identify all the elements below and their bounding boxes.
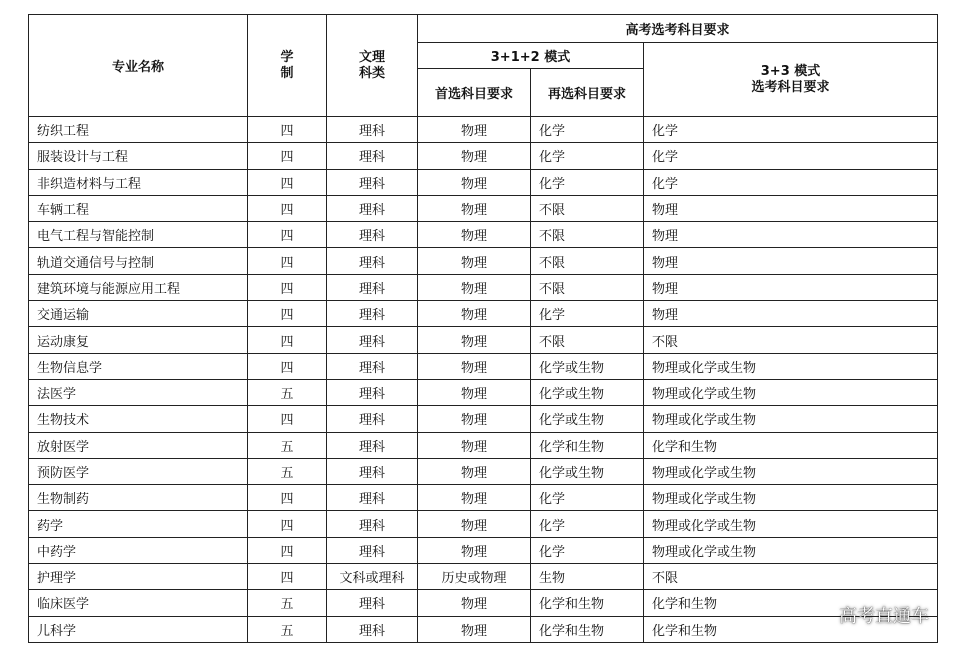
cell-mode-33: 物理 xyxy=(644,195,938,221)
cell-years: 四 xyxy=(248,222,327,248)
cell-second-choice: 化学 xyxy=(531,537,644,563)
table-row xyxy=(29,301,938,327)
cell-subject-type: 理科 xyxy=(327,485,418,511)
cell-mode-33: 物理或化学或生物 xyxy=(644,537,938,563)
cell-years: 四 xyxy=(248,537,327,563)
cell-first-choice: 物理 xyxy=(418,301,531,327)
cell-years: 五 xyxy=(248,590,327,616)
cell-second-choice: 化学和生物 xyxy=(531,432,644,458)
cell-major: 预防医学 xyxy=(29,458,248,484)
cell-mode-33: 不限 xyxy=(644,564,938,590)
cell-second-choice: 不限 xyxy=(531,195,644,221)
cell-major: 运动康复 xyxy=(29,327,248,353)
table-row xyxy=(29,511,938,537)
cell-subject-type: 理科 xyxy=(327,590,418,616)
header-type-line2: 科类 xyxy=(358,65,385,81)
cell-years: 四 xyxy=(248,248,327,274)
cell-mode-33: 物理 xyxy=(644,222,938,248)
cell-first-choice: 物理 xyxy=(418,458,531,484)
cell-years: 四 xyxy=(248,143,327,169)
table-row xyxy=(29,169,938,195)
cell-first-choice: 物理 xyxy=(418,222,531,248)
header-mode-312: 3+1+2 模式 xyxy=(418,43,644,69)
header-mode-33-line2: 选考科目要求 xyxy=(751,79,830,95)
cell-first-choice: 物理 xyxy=(418,485,531,511)
cell-major: 儿科学 xyxy=(29,616,248,642)
cell-second-choice: 化学 xyxy=(531,485,644,511)
cell-years: 四 xyxy=(248,406,327,432)
table-row xyxy=(29,353,938,379)
cell-years: 四 xyxy=(248,169,327,195)
table-row xyxy=(29,195,938,221)
cell-subject-type: 理科 xyxy=(327,169,418,195)
cell-mode-33: 物理或化学或生物 xyxy=(644,379,938,405)
subject-requirements-table xyxy=(28,14,938,643)
cell-second-choice: 化学 xyxy=(531,511,644,537)
cell-years: 五 xyxy=(248,432,327,458)
cell-subject-type: 理科 xyxy=(327,143,418,169)
cell-years: 四 xyxy=(248,301,327,327)
cell-years: 四 xyxy=(248,274,327,300)
cell-first-choice: 物理 xyxy=(418,327,531,353)
cell-subject-type: 理科 xyxy=(327,406,418,432)
header-subject-type xyxy=(327,15,418,117)
cell-first-choice: 物理 xyxy=(418,511,531,537)
cell-second-choice: 化学和生物 xyxy=(531,616,644,642)
cell-second-choice: 化学或生物 xyxy=(531,458,644,484)
cell-major: 护理学 xyxy=(29,564,248,590)
header-years-char1: 学 xyxy=(280,49,294,65)
cell-second-choice: 化学或生物 xyxy=(531,379,644,405)
cell-mode-33: 物理或化学或生物 xyxy=(644,458,938,484)
table-row xyxy=(29,564,938,590)
cell-first-choice: 物理 xyxy=(418,353,531,379)
cell-mode-33: 化学 xyxy=(644,117,938,143)
cell-major: 纺织工程 xyxy=(29,117,248,143)
cell-subject-type: 理科 xyxy=(327,353,418,379)
cell-major: 生物制药 xyxy=(29,485,248,511)
cell-first-choice: 物理 xyxy=(418,195,531,221)
table-row xyxy=(29,379,938,405)
table-row xyxy=(29,117,938,143)
cell-first-choice: 物理 xyxy=(418,117,531,143)
cell-major: 非织造材料与工程 xyxy=(29,169,248,195)
header-second-choice: 再选科目要求 xyxy=(531,69,644,117)
cell-mode-33: 化学 xyxy=(644,143,938,169)
cell-second-choice: 化学或生物 xyxy=(531,353,644,379)
cell-subject-type: 理科 xyxy=(327,327,418,353)
table-row xyxy=(29,406,938,432)
cell-mode-33: 化学和生物 xyxy=(644,590,938,616)
header-mode-33-line1: 3+3 模式 xyxy=(760,63,821,79)
cell-second-choice: 化学 xyxy=(531,143,644,169)
cell-second-choice: 不限 xyxy=(531,222,644,248)
cell-years: 四 xyxy=(248,327,327,353)
cell-years: 四 xyxy=(248,353,327,379)
cell-major: 电气工程与智能控制 xyxy=(29,222,248,248)
header-major-name: 专业名称 xyxy=(29,15,248,117)
cell-subject-type: 理科 xyxy=(327,301,418,327)
cell-subject-type: 理科 xyxy=(327,379,418,405)
cell-major: 交通运输 xyxy=(29,301,248,327)
cell-subject-type: 理科 xyxy=(327,248,418,274)
cell-subject-type: 理科 xyxy=(327,195,418,221)
cell-years: 五 xyxy=(248,616,327,642)
cell-second-choice: 生物 xyxy=(531,564,644,590)
cell-first-choice: 物理 xyxy=(418,274,531,300)
cell-years: 四 xyxy=(248,485,327,511)
cell-major: 车辆工程 xyxy=(29,195,248,221)
cell-subject-type: 理科 xyxy=(327,117,418,143)
cell-mode-33: 不限 xyxy=(644,327,938,353)
cell-subject-type: 理科 xyxy=(327,274,418,300)
cell-years: 四 xyxy=(248,195,327,221)
cell-first-choice: 物理 xyxy=(418,537,531,563)
cell-second-choice: 不限 xyxy=(531,327,644,353)
cell-subject-type: 理科 xyxy=(327,537,418,563)
cell-mode-33: 化学和生物 xyxy=(644,432,938,458)
cell-major: 生物技术 xyxy=(29,406,248,432)
cell-first-choice: 物理 xyxy=(418,590,531,616)
cell-second-choice: 化学 xyxy=(531,169,644,195)
cell-first-choice: 物理 xyxy=(418,379,531,405)
table-row xyxy=(29,485,938,511)
cell-years: 五 xyxy=(248,379,327,405)
cell-first-choice: 物理 xyxy=(418,143,531,169)
cell-subject-type: 文科或理科 xyxy=(327,564,418,590)
cell-subject-type: 理科 xyxy=(327,458,418,484)
cell-major: 放射医学 xyxy=(29,432,248,458)
cell-subject-type: 理科 xyxy=(327,222,418,248)
cell-first-choice: 物理 xyxy=(418,432,531,458)
table-row xyxy=(29,590,938,616)
table-row xyxy=(29,248,938,274)
cell-major: 中药学 xyxy=(29,537,248,563)
header-first-choice: 首选科目要求 xyxy=(418,69,531,117)
cell-second-choice: 化学和生物 xyxy=(531,590,644,616)
table-body xyxy=(29,117,938,643)
header-type-line1: 文理 xyxy=(358,49,385,65)
cell-major: 药学 xyxy=(29,511,248,537)
cell-mode-33: 化学 xyxy=(644,169,938,195)
cell-mode-33: 物理或化学或生物 xyxy=(644,406,938,432)
cell-mode-33: 物理 xyxy=(644,248,938,274)
cell-second-choice: 化学 xyxy=(531,301,644,327)
cell-major: 临床医学 xyxy=(29,590,248,616)
table-row xyxy=(29,616,938,642)
cell-first-choice: 物理 xyxy=(418,248,531,274)
cell-subject-type: 理科 xyxy=(327,432,418,458)
cell-mode-33: 物理或化学或生物 xyxy=(644,353,938,379)
cell-mode-33: 物理或化学或生物 xyxy=(644,511,938,537)
cell-major: 建筑环境与能源应用工程 xyxy=(29,274,248,300)
cell-years: 四 xyxy=(248,511,327,537)
header-years-char2: 制 xyxy=(280,65,294,81)
watermark: 高考直通车 xyxy=(839,606,929,627)
table-row xyxy=(29,222,938,248)
cell-years: 四 xyxy=(248,564,327,590)
cell-subject-type: 理科 xyxy=(327,511,418,537)
header-exam-requirements: 高考选考科目要求 xyxy=(418,15,938,43)
cell-years: 五 xyxy=(248,458,327,484)
cell-second-choice: 不限 xyxy=(531,248,644,274)
cell-first-choice: 物理 xyxy=(418,169,531,195)
table-row xyxy=(29,432,938,458)
table-row xyxy=(29,537,938,563)
cell-major: 生物信息学 xyxy=(29,353,248,379)
header-mode-33 xyxy=(644,43,938,117)
cell-years: 四 xyxy=(248,117,327,143)
cell-major: 法医学 xyxy=(29,379,248,405)
table-row xyxy=(29,143,938,169)
cell-mode-33: 物理或化学或生物 xyxy=(644,485,938,511)
cell-mode-33: 物理 xyxy=(644,274,938,300)
cell-major: 服装设计与工程 xyxy=(29,143,248,169)
cell-first-choice: 物理 xyxy=(418,616,531,642)
cell-second-choice: 化学或生物 xyxy=(531,406,644,432)
header-years xyxy=(248,15,327,117)
cell-first-choice: 历史或物理 xyxy=(418,564,531,590)
cell-subject-type: 理科 xyxy=(327,616,418,642)
table-row xyxy=(29,327,938,353)
cell-second-choice: 不限 xyxy=(531,274,644,300)
cell-major: 轨道交通信号与控制 xyxy=(29,248,248,274)
cell-first-choice: 物理 xyxy=(418,406,531,432)
table-row xyxy=(29,458,938,484)
cell-mode-33: 化学和生物 xyxy=(644,616,938,642)
cell-mode-33: 物理 xyxy=(644,301,938,327)
cell-second-choice: 化学 xyxy=(531,117,644,143)
table-row xyxy=(29,274,938,300)
